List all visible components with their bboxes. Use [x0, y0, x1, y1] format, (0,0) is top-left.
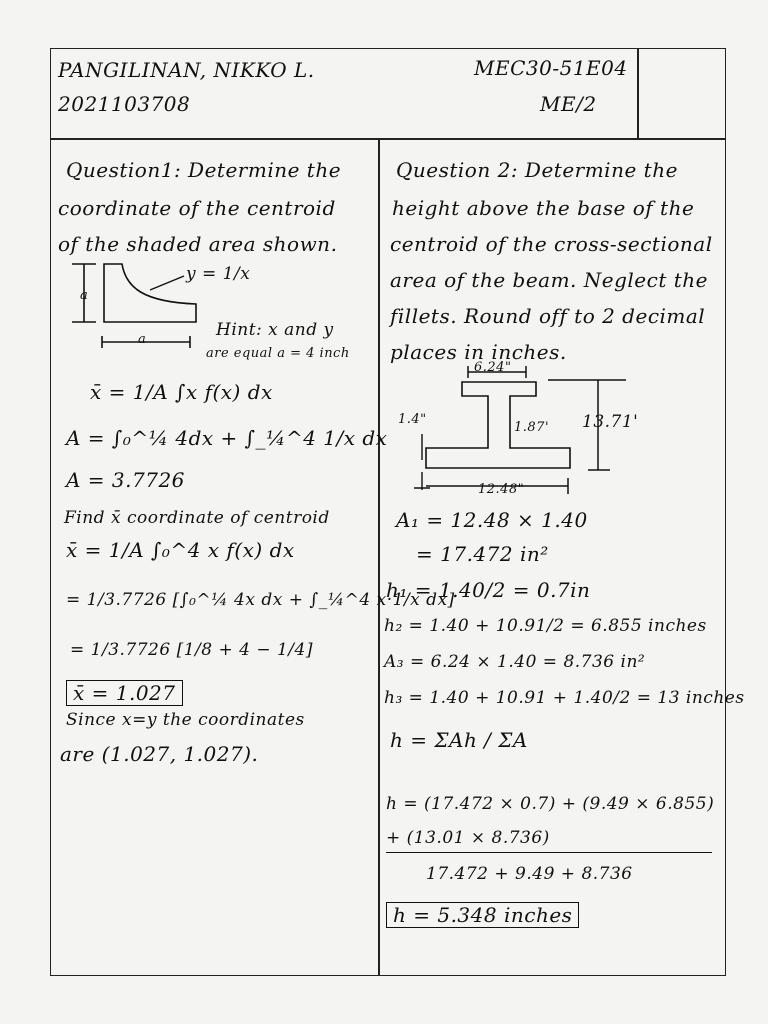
q2-work-line: h₃ = 1.40 + 10.91 + 1.40/2 = 13 inches — [384, 688, 745, 708]
q1-hint-line: are equal a = 4 inch — [206, 346, 350, 361]
q1-work-line: x̄ = 1/A ∫x f(x) dx — [90, 380, 273, 404]
student-name: PANGILINAN, NIKKO L. — [58, 58, 315, 82]
q2-work-line: h₂ = 1.40 + 10.91/2 = 6.855 inches — [384, 616, 707, 636]
q1-work-line: Find x̄ coordinate of centroid — [64, 508, 330, 528]
q1-work-line: x̄ = 1/A ∫₀^4 x f(x) dx — [66, 538, 295, 562]
q2-overall-height-dim: 13.71' — [582, 412, 639, 432]
q2-answer-box: h = 5.348 inches — [386, 902, 579, 928]
q1-work-line: A = 3.7726 — [66, 468, 185, 492]
q1-dim-width: a — [138, 332, 147, 347]
q1-answer-box: x̄ = 1.027 — [66, 680, 183, 706]
q2-work-line: h₁ = 1.40/2 = 0.7in — [386, 578, 591, 602]
program: ME/2 — [540, 92, 597, 116]
q2-work-line: A₁ = 12.48 × 1.40 — [396, 508, 588, 532]
q2-fraction-bar — [386, 852, 712, 853]
q2-web-thickness-dim: 1.87' — [514, 420, 550, 435]
q1-hint-line: Hint: x and y — [216, 320, 334, 340]
q2-prompt-line: height above the base of the — [392, 196, 695, 220]
q2-work-line: h = (17.472 × 0.7) + (9.49 × 6.855) — [386, 794, 715, 814]
q1-work-line: A = ∫₀^¼ 4dx + ∫_¼^4 1/x dx — [66, 426, 388, 450]
q1-conclusion-line: are (1.027, 1.027). — [60, 742, 259, 766]
q2-prompt-line: fillets. Round off to 2 decimal — [390, 304, 706, 328]
q2-prompt-line: places in inches. — [390, 340, 567, 364]
q1-work-line: = 1/3.7726 [1/8 + 4 − 1/4] — [70, 640, 313, 660]
q2-prompt-line: Question 2: Determine the — [396, 158, 678, 182]
q1-work-line: = 1/3.7726 [∫₀^¼ 4x dx + ∫_¼^4 x·1/x dx] — [66, 590, 455, 610]
q2-prompt-line: area of the beam. Neglect the — [390, 268, 708, 292]
q2-work-line: 17.472 + 9.49 + 8.736 — [426, 864, 633, 884]
q2-work-line: = 17.472 in² — [416, 542, 549, 566]
q1-prompt-line: Question1: Determine the — [66, 158, 342, 182]
q1-conclusion-line: Since x=y the coordinates — [66, 710, 305, 730]
q2-work-line: h = ΣAh / ΣA — [390, 728, 528, 752]
q2-work-line: A₃ = 6.24 × 1.40 = 8.736 in² — [384, 652, 646, 672]
q2-base-width-dim: 12.48" — [478, 482, 525, 497]
course-code: MEC30-51E04 — [474, 56, 628, 80]
student-id: 2021103708 — [58, 92, 191, 116]
header-divider — [50, 138, 726, 140]
header-box-divider — [637, 48, 639, 138]
q1-prompt-line: coordinate of the centroid — [58, 196, 336, 220]
q2-work-line: + (13.01 × 8.736) — [386, 828, 550, 848]
q2-prompt-line: centroid of the cross-sectional — [390, 232, 713, 256]
q1-dim-height: a — [80, 288, 89, 303]
q1-prompt-line: of the shaded area shown. — [58, 232, 338, 256]
q1-curve-label: y = 1/x — [186, 264, 251, 284]
q2-flange-top-dim: 6.24" — [474, 360, 512, 375]
column-divider — [378, 138, 380, 976]
q2-flange-thickness-dim: 1.4" — [398, 412, 427, 427]
